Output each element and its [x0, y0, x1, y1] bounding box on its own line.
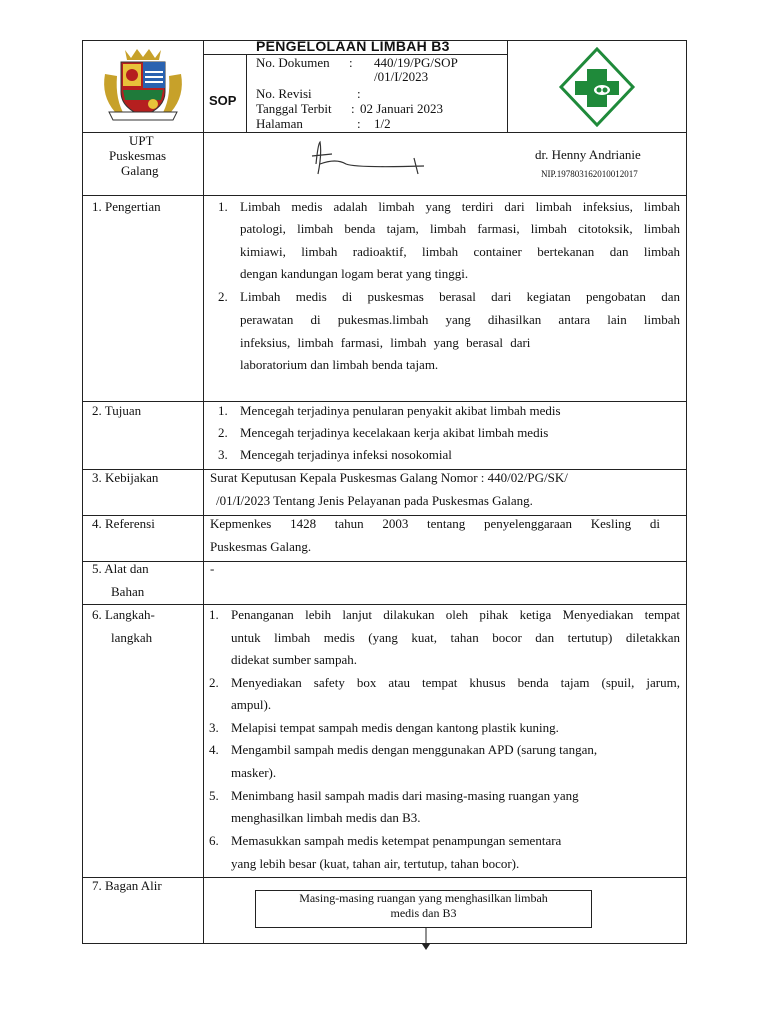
section-label-referensi: 4. Referensi: [92, 516, 155, 531]
flowchart-box: [255, 890, 592, 928]
meta-value-no-dokumen-2: /01/I/2023: [374, 69, 429, 84]
section-label-langkah-2: langkah: [111, 630, 153, 645]
section-label-tujuan: 2. Tujuan: [92, 403, 142, 418]
list-number: 1.: [209, 607, 219, 622]
meta-sep: :: [351, 101, 355, 116]
langkah-item-1-line: untuk limbah medis (yang kuat, tahan bocor dan tertutup) diletakkan: [231, 630, 680, 645]
kebijakan-line: /01/I/2023 Tentang Jenis Pelayanan pada Puskesmas Galang.: [216, 493, 533, 508]
section-label-pengertian: 1. Pengertian: [92, 199, 161, 214]
pengertian-item-1-line: Limbah medis adalah limbah yang terdiri dari limbah infeksius, limbah: [240, 199, 680, 214]
section-label-alat: 5. Alat dan: [92, 561, 149, 576]
section-label-kebijakan: 3. Kebijakan: [92, 470, 159, 485]
section-label-alat-2: Bahan: [111, 584, 145, 599]
pengertian-item-2-line: perawatan di pukesmas.limbah yang dihasilkan antara lain limbah: [240, 312, 680, 327]
org-line-2: Puskesmas: [109, 148, 167, 163]
list-number: 2.: [218, 289, 228, 304]
langkah-item-3-line: Melapisi tempat sampah medis dengan kantong plastik kuning.: [231, 720, 559, 735]
referensi-line: Kepmenkes 1428 tahun 2003 tentang penyelenggaraan Kesling di: [210, 516, 660, 531]
langkah-item-2-line: Menyediakan safety box atau tempat khusus benda tajam (spuil, jarum,: [231, 675, 680, 690]
flowchart-arrow: [420, 928, 432, 952]
alat-value: -: [210, 561, 215, 576]
sop-label: SOP: [209, 93, 237, 108]
pengertian-item-2-line: Limbah medis di puskesmas berasal dari kegiatan pengobatan dan: [240, 289, 680, 304]
langkah-item-1-line: didekat sumber sampah.: [231, 652, 357, 667]
tujuan-item: Mencegah terjadinya kecelakaan kerja akibat limbah medis: [240, 425, 549, 440]
langkah-item-6-line: yang lebih besar (kuat, tahan air, tertutup, tahan bocor).: [231, 856, 520, 871]
tujuan-item: Mencegah terjadinya infeksi nosokomial: [240, 447, 452, 462]
signer-nip: NIP.197803162010012017: [541, 169, 638, 179]
meta-sep: :: [349, 55, 353, 70]
regional-emblem-logo: [95, 46, 191, 126]
meta-label-tanggal: Tanggal Terbit: [256, 101, 332, 116]
section-label-bagan: 7. Bagan Alir: [92, 878, 162, 893]
list-number: 2.: [218, 425, 228, 440]
langkah-item-5-line: menghasilkan limbah medis dan B3.: [231, 810, 421, 825]
meta-value-no-dokumen: 440/19/PG/SOP: [374, 55, 458, 70]
meta-sep: :: [357, 116, 361, 131]
org-line-1: UPT: [129, 133, 154, 148]
pengertian-item-1-line: patologi, limbah benda tajam, limbah farmasi, limbah citotoksik, limbah: [240, 221, 680, 236]
kebijakan-line: Surat Keputusan Kepala Puskesmas Galang Nomor : 440/02/PG/SK/: [210, 470, 568, 485]
pengertian-item-1-line: kimiawi, limbah radioaktif, limbah container bertekanan dan limbah: [240, 244, 680, 259]
document-title: PENGELOLAAN LIMBAH B3: [256, 38, 450, 54]
meta-value-halaman: 1/2: [374, 116, 391, 131]
langkah-item-4-line: Mengambil sampah medis dengan menggunakan APD (sarung tangan,: [231, 742, 598, 757]
pengertian-item-1-line: dengan kandungan logam berat yang tinggi.: [240, 266, 469, 281]
meta-label-halaman: Halaman: [256, 116, 303, 131]
list-number: 2.: [209, 675, 219, 690]
list-number: 6.: [209, 833, 219, 848]
list-number: 1.: [218, 199, 228, 214]
referensi-line: Puskesmas Galang.: [210, 539, 312, 554]
flowchart-box-line: Masing-masing ruangan yang menghasilkan limbah: [299, 891, 548, 905]
langkah-item-6-line: Memasukkan sampah medis ketempat penampungan sementara: [231, 833, 562, 848]
signer-name: dr. Henny Andrianie: [535, 147, 641, 162]
list-number: 3.: [209, 720, 219, 735]
meta-label-no-revisi: No. Revisi: [256, 86, 312, 101]
langkah-item-4-line: masker).: [231, 765, 277, 780]
meta-label-no-dokumen: No. Dokumen: [256, 55, 330, 70]
langkah-item-1-line: Penanganan lebih lanjut dilakukan oleh pihak ketiga Menyediakan tempat: [231, 607, 680, 622]
signature: [306, 134, 436, 184]
pengertian-item-2-line: infeksius, limbah farmasi, limbah yang berasal dari: [240, 335, 531, 350]
tujuan-item: Mencegah terjadinya penularan penyakit akibat limbah medis: [240, 403, 561, 418]
section-label-langkah: 6. Langkah-: [92, 607, 155, 622]
list-number: 1.: [218, 403, 228, 418]
pengertian-item-2-line: laboratorium dan limbah benda tajam.: [240, 357, 439, 372]
list-number: 5.: [209, 788, 219, 803]
langkah-item-2-line: ampul).: [231, 697, 272, 712]
flowchart-box-line: medis dan B3: [390, 906, 457, 920]
langkah-item-5-line: Menimbang hasil sampah madis dari masing-masing ruangan yang: [231, 788, 579, 803]
org-line-3: Galang: [121, 163, 159, 178]
meta-sep: :: [357, 86, 361, 101]
puskesmas-logo: [557, 47, 637, 127]
meta-value-tanggal: 02 Januari 2023: [360, 101, 444, 116]
list-number: 3.: [218, 447, 228, 462]
list-number: 4.: [209, 742, 219, 757]
